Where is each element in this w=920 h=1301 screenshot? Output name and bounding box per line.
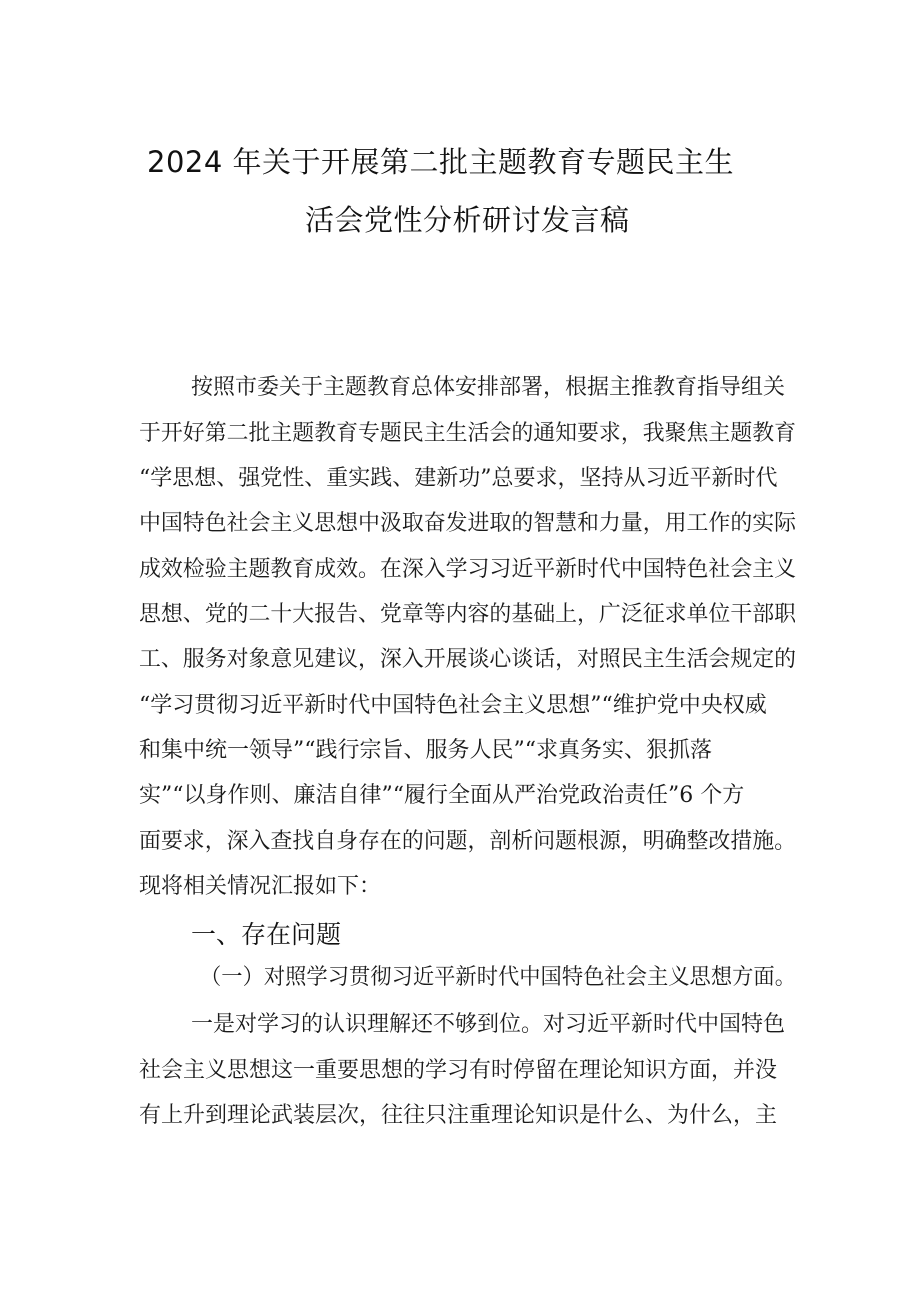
intro-line-1: 按照市委关于主题教育总体安排部署，根据主推教育指导组关 bbox=[191, 375, 786, 400]
intro-line-11: 面要求，深入查找自身存在的问题，剖析问题根源，明确整改措施。 bbox=[139, 829, 797, 854]
intro-line-9: 和集中统一领导”“践行宗旨、服务人民”“求真务实、狠抓落 bbox=[139, 738, 712, 763]
intro-line-10: 实”“以身作则、廉洁自律”“履行全面从严治党政治责任”6 个方 bbox=[139, 783, 745, 808]
point-1-line-1: 一是对学习的认识理解还不够到位。对习近平新时代中国特色 bbox=[191, 1012, 786, 1037]
intro-line-6: 思想、党的二十大报告、党章等内容的基础上，广泛征求单位干部职 bbox=[139, 602, 797, 627]
document-title-line-2: 活会党性分析研讨发言稿 bbox=[305, 203, 630, 237]
document-title-line-1: 2024 年关于开展第二批主题教育专题民主生 bbox=[147, 145, 735, 179]
subsection-heading-1: （一）对照学习贯彻习近平新时代中国特色社会主义思想方面。 bbox=[200, 965, 796, 990]
intro-line-8: “学习贯彻习近平新时代中国特色社会主义思想”“维护党中央权威 bbox=[139, 693, 767, 718]
point-1-line-3: 有上升到理论武装层次，往往只注重理论知识是什么、为什么，主 bbox=[139, 1103, 778, 1128]
point-1-line-2: 社会主义思想这一重要思想的学习有时停留在理论知识方面，并没 bbox=[139, 1058, 778, 1083]
intro-line-5: 成效检验主题教育成效。在深入学习习近平新时代中国特色社会主义 bbox=[139, 557, 797, 582]
intro-line-3: “学思想、强党性、重实践、建新功”总要求，坚持从习近平新时代 bbox=[139, 466, 778, 491]
intro-line-7: 工、服务对象意见建议，深入开展谈心谈话，对照民主生活会规定的 bbox=[139, 647, 797, 672]
intro-line-2: 于开好第二批主题教育专题民主生活会的通知要求，我聚焦主题教育 bbox=[139, 421, 797, 446]
section-heading-problems: 一、存在问题 bbox=[191, 920, 342, 949]
intro-line-4: 中国特色社会主义思想中汲取奋发进取的智慧和力量，用工作的实际 bbox=[139, 511, 797, 536]
intro-line-12: 现将相关情况汇报如下： bbox=[139, 874, 382, 899]
